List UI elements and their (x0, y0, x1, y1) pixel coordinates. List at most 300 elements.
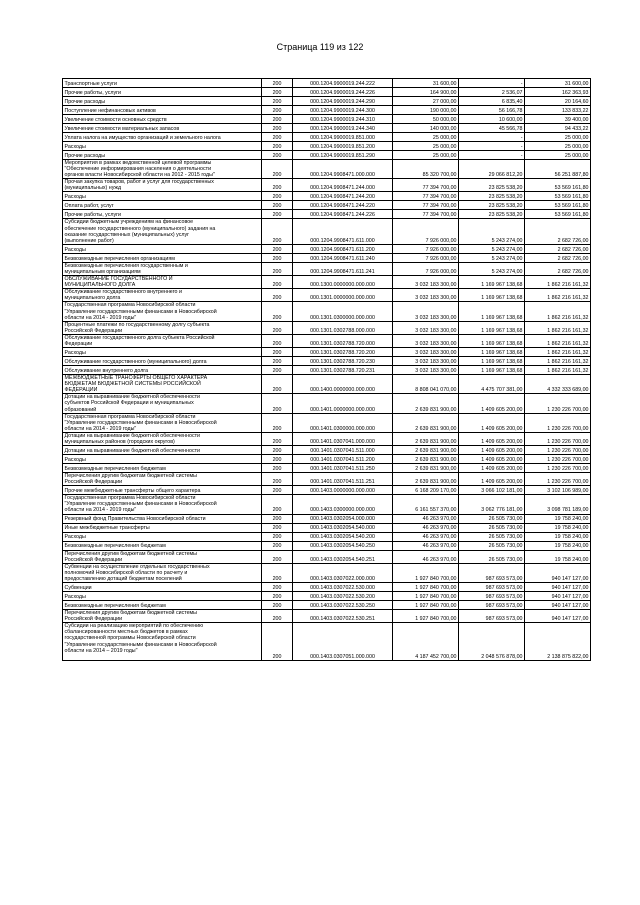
row-approved: 7 926 000,00 (393, 262, 459, 275)
row-executed: - (459, 151, 525, 160)
row-executed: 23 825 538,20 (459, 210, 525, 219)
row-remaining: 1 862 216 161,32 (525, 366, 591, 375)
row-executed: 987 693 573,00 (459, 601, 525, 610)
row-executed: 987 693 573,00 (459, 592, 525, 601)
row-executed: 1 409 605 200,00 (459, 455, 525, 464)
row-executed: 23 825 538,20 (459, 179, 525, 192)
row-code: 200 (262, 610, 293, 623)
row-approved: 1 927 840 700,00 (393, 583, 459, 592)
row-code: 200 (262, 394, 293, 413)
row-executed: 26 505 730,00 (459, 514, 525, 523)
row-remaining: 53 569 161,80 (525, 210, 591, 219)
row-budget-code: 000.1403.0307022.530.250 (293, 601, 393, 610)
row-approved: 7 926 000,00 (393, 244, 459, 253)
table-row (63, 623, 591, 661)
row-executed: 5 243 274,00 (459, 219, 525, 244)
row-executed: 1 169 967 138,68 (459, 334, 525, 347)
row-code: 200 (262, 276, 293, 289)
row-approved: 46 263 970,00 (393, 550, 459, 563)
row-name: Дотации на выравнивание бюджетной обеспеченности муниципальных районов (городских округов) (63, 432, 262, 445)
table-row (63, 375, 591, 394)
row-approved: 2 639 831 900,00 (393, 464, 459, 473)
row-budget-code: 000.1403.0302054.000.000 (293, 514, 393, 523)
row-executed: 26 505 730,00 (459, 532, 525, 541)
row-budget-code: 000.1204.9900019.244.222 (293, 79, 393, 88)
row-name: Дотации на выравнивание бюджетной обеспеченности субъектов Российской Федерации и муниципальных образований (63, 394, 262, 413)
row-name: Резервный фонд Правительства Новосибирской области (63, 514, 262, 523)
row-name: Безвозмездные перечисления бюджетам (63, 601, 262, 610)
row-remaining: 4 332 333 689,00 (525, 375, 591, 394)
row-executed: 1 409 605 200,00 (459, 413, 525, 432)
table-row (63, 366, 591, 375)
row-approved: 46 263 970,00 (393, 532, 459, 541)
row-approved: 190 000,00 (393, 106, 459, 115)
row-approved: 3 032 183 300,00 (393, 289, 459, 302)
row-remaining: 940 147 127,00 (525, 610, 591, 623)
row-executed: 987 693 573,00 (459, 563, 525, 582)
row-budget-code: 000.1401.0307041.511.250 (293, 464, 393, 473)
row-budget-code: 000.1204.9900019.851.000 (293, 133, 393, 142)
table-row (63, 550, 591, 563)
row-executed: 1 169 967 138,68 (459, 321, 525, 334)
row-approved: 46 263 970,00 (393, 523, 459, 532)
row-budget-code: 000.1403.0307022.530.200 (293, 592, 393, 601)
row-budget-code: 000.1403.0307022.530.000 (293, 583, 393, 592)
row-code: 200 (262, 366, 293, 375)
row-executed: 1 409 605 200,00 (459, 464, 525, 473)
row-name: МЕЖБЮДЖЕТНЫЕ ТРАНСФЕРТЫ ОБЩЕГО ХАРАКТЕРА БЮДЖЕТАМ БЮДЖЕТНОЙ СИСТЕМЫ РОССИЙСКОЙ ФЕДЕРАЦИИ (63, 375, 262, 394)
row-executed: 4 475 707 381,00 (459, 375, 525, 394)
row-budget-code: 000.1204.9908471.000.000 (293, 160, 393, 179)
row-approved: 2 639 831 900,00 (393, 394, 459, 413)
row-executed: 26 505 730,00 (459, 541, 525, 550)
row-name: Прочая закупка товаров, работ и услуг для государственных (муниципальных) нужд (63, 179, 262, 192)
row-remaining: 3 102 106 989,00 (525, 486, 591, 495)
row-executed: 1 169 967 138,68 (459, 276, 525, 289)
row-approved: 2 639 831 900,00 (393, 473, 459, 486)
row-name: Обслуживание государственного внутреннего и муниципального долга (63, 289, 262, 302)
row-executed: 5 243 274,00 (459, 262, 525, 275)
row-name: Государственная программа Новосибирской области "Управление государственными финансами в Новосибирской области на 2014 - 2019 годы" (63, 302, 262, 321)
page-header: Страница 119 из 122 (276, 42, 364, 52)
table-row (63, 79, 591, 88)
row-budget-code: 000.1204.9900019.244.226 (293, 88, 393, 97)
table-row (63, 106, 591, 115)
row-remaining: 1 230 226 700,00 (525, 455, 591, 464)
row-code: 200 (262, 106, 293, 115)
table-row (63, 563, 591, 582)
row-budget-code: 000.1301.0302788.720.231 (293, 366, 393, 375)
row-name: Безвозмездные перечисления бюджетам (63, 541, 262, 550)
row-budget-code: 000.1301.0000000.000.000 (293, 289, 393, 302)
row-executed: 6 835,40 (459, 97, 525, 106)
row-code: 200 (262, 160, 293, 179)
row-name: Субвенции на осуществление отдельных государственных полномочий Новосибирской области по расчету и предоставлению дотаций бюджетам поселений (63, 563, 262, 582)
row-remaining: 39 400,00 (525, 115, 591, 124)
row-code: 200 (262, 532, 293, 541)
row-budget-code: 000.1204.9900019.244.340 (293, 124, 393, 133)
row-code: 200 (262, 142, 293, 151)
row-budget-code: 000.1401.0307041.511.251 (293, 473, 393, 486)
table-row (63, 321, 591, 334)
row-name: Обслуживание внутреннего долга (63, 366, 262, 375)
row-executed: 26 505 730,00 (459, 550, 525, 563)
row-code: 200 (262, 253, 293, 262)
row-remaining: 19 758 240,00 (525, 532, 591, 541)
table-row (63, 357, 591, 366)
table-row (63, 334, 591, 347)
row-approved: 164 900,00 (393, 88, 459, 97)
table-row (63, 302, 591, 321)
row-executed: 1 409 605 200,00 (459, 446, 525, 455)
row-executed: 3 062 776 181,00 (459, 495, 525, 514)
row-remaining: 940 147 127,00 (525, 563, 591, 582)
table-row (63, 394, 591, 413)
row-name: Расходы (63, 244, 262, 253)
row-approved: 85 320 700,00 (393, 160, 459, 179)
row-remaining: 1 230 226 700,00 (525, 413, 591, 432)
row-executed: - (459, 133, 525, 142)
row-approved: 8 808 041 070,00 (393, 375, 459, 394)
row-budget-code: 000.1401.0307041.000.000 (293, 432, 393, 445)
row-code: 200 (262, 495, 293, 514)
row-name: Перечисления другим бюджетам бюджетной системы Российской Федерации (63, 610, 262, 623)
row-approved: 2 639 831 900,00 (393, 455, 459, 464)
row-executed: 1 169 967 138,68 (459, 289, 525, 302)
row-remaining: 19 758 240,00 (525, 523, 591, 532)
row-name: Расходы (63, 592, 262, 601)
table-row (63, 495, 591, 514)
row-name: Расходы (63, 142, 262, 151)
row-budget-code: 000.1301.0300000.000.000 (293, 302, 393, 321)
row-budget-code: 000.1204.9900019.851.290 (293, 151, 393, 160)
row-name: Перечисления другим бюджетам бюджетной системы Российской Федерации (63, 473, 262, 486)
row-remaining: 2 682 726,00 (525, 262, 591, 275)
row-budget-code: 000.1204.9900019.851.200 (293, 142, 393, 151)
row-approved: 1 927 840 700,00 (393, 563, 459, 582)
row-approved: 50 000,00 (393, 115, 459, 124)
row-approved: 1 927 840 700,00 (393, 601, 459, 610)
row-executed: 1 169 967 138,68 (459, 302, 525, 321)
row-approved: 25 000,00 (393, 142, 459, 151)
row-remaining: 2 682 726,00 (525, 253, 591, 262)
row-budget-code: 000.1301.0302788.000.000 (293, 321, 393, 334)
row-approved: 2 639 831 900,00 (393, 446, 459, 455)
table-row (63, 583, 591, 592)
table-row (63, 541, 591, 550)
table-row (63, 276, 591, 289)
row-code: 200 (262, 192, 293, 201)
row-code: 200 (262, 432, 293, 445)
row-code: 200 (262, 88, 293, 97)
row-approved: 4 187 452 700,00 (393, 623, 459, 661)
row-remaining: 2 682 726,00 (525, 219, 591, 244)
row-budget-code: 000.1403.0307022.530.251 (293, 610, 393, 623)
row-name: Обслуживание государственного долга субъекта Российской Федерации (63, 334, 262, 347)
row-approved: 31 600,00 (393, 79, 459, 88)
table-row (63, 532, 591, 541)
row-executed: 45 566,78 (459, 124, 525, 133)
row-budget-code: 000.1401.0300000.000.000 (293, 413, 393, 432)
row-remaining: 25 000,00 (525, 142, 591, 151)
table-row (63, 160, 591, 179)
row-code: 200 (262, 413, 293, 432)
table-row (63, 473, 591, 486)
row-executed: 10 600,00 (459, 115, 525, 124)
row-name: Безвозмездные перечисления организациям (63, 253, 262, 262)
row-remaining: 56 251 887,80 (525, 160, 591, 179)
row-approved: 7 926 000,00 (393, 253, 459, 262)
row-remaining: 20 164,60 (525, 97, 591, 106)
row-name: Оплата работ, услуг (63, 201, 262, 210)
row-executed: 1 169 967 138,68 (459, 366, 525, 375)
table-row (63, 151, 591, 160)
table-row (63, 592, 591, 601)
row-remaining: 53 569 161,80 (525, 179, 591, 192)
row-name: Прочие расходы (63, 97, 262, 106)
row-approved: 77 394 700,00 (393, 210, 459, 219)
row-remaining: 1 862 216 161,32 (525, 357, 591, 366)
row-budget-code: 000.1403.0302054.540.250 (293, 541, 393, 550)
row-budget-code: 000.1401.0307041.511.000 (293, 446, 393, 455)
row-name: Государственная программа Новосибирской области "Управление государственными финансами в Новосибирской области на 2014 - 2019 годы" (63, 495, 262, 514)
table-row (63, 115, 591, 124)
table-row (63, 514, 591, 523)
row-code: 200 (262, 550, 293, 563)
table-row (63, 262, 591, 275)
table-row (63, 133, 591, 142)
row-code: 200 (262, 601, 293, 610)
row-executed: 23 825 538,20 (459, 201, 525, 210)
row-executed: - (459, 142, 525, 151)
row-budget-code: 000.1403.0307051.000.000 (293, 623, 393, 661)
row-remaining: 19 758 240,00 (525, 514, 591, 523)
row-budget-code: 000.1300.0000000.000.000 (293, 276, 393, 289)
row-approved: 1 927 840 700,00 (393, 610, 459, 623)
row-approved: 6 161 557 370,00 (393, 495, 459, 514)
row-code: 200 (262, 210, 293, 219)
row-code: 200 (262, 79, 293, 88)
row-code: 200 (262, 133, 293, 142)
row-approved: 140 000,00 (393, 124, 459, 133)
row-budget-code: 000.1204.9908471.611.000 (293, 219, 393, 244)
row-budget-code: 000.1204.9908471.611.240 (293, 253, 393, 262)
row-name: Процентные платежи по государственному долгу субъекта Российской Федерации (63, 321, 262, 334)
row-remaining: 1 230 226 700,00 (525, 473, 591, 486)
row-budget-code: 000.1204.9908471.611.200 (293, 244, 393, 253)
row-name: Уплата налога на имущество организаций и земельного налога (63, 133, 262, 142)
row-code: 200 (262, 124, 293, 133)
table-row (63, 348, 591, 357)
row-code: 200 (262, 592, 293, 601)
row-executed: 1 409 605 200,00 (459, 432, 525, 445)
row-executed: 26 505 730,00 (459, 523, 525, 532)
row-remaining: 25 000,00 (525, 133, 591, 142)
row-code: 200 (262, 201, 293, 210)
row-budget-code: 000.1301.0302788.720.230 (293, 357, 393, 366)
row-budget-code: 000.1204.9908471.244.220 (293, 201, 393, 210)
row-budget-code: 000.1204.9900019.244.300 (293, 106, 393, 115)
table-row (63, 219, 591, 244)
row-code: 200 (262, 179, 293, 192)
row-code: 200 (262, 583, 293, 592)
table-row (63, 201, 591, 210)
row-code: 200 (262, 334, 293, 347)
row-code: 200 (262, 97, 293, 106)
row-executed: 2 536,07 (459, 88, 525, 97)
row-code: 200 (262, 473, 293, 486)
row-code: 200 (262, 357, 293, 366)
row-remaining: 53 569 161,80 (525, 192, 591, 201)
table-row (63, 124, 591, 133)
row-approved: 3 032 183 300,00 (393, 334, 459, 347)
table-row (63, 179, 591, 192)
row-code: 200 (262, 115, 293, 124)
row-name: Перечисления другим бюджетам бюджетной системы Российской Федерации (63, 550, 262, 563)
row-code: 200 (262, 563, 293, 582)
row-remaining: 162 363,93 (525, 88, 591, 97)
row-remaining: 1 230 226 700,00 (525, 394, 591, 413)
row-budget-code: 000.1403.0000000.000.000 (293, 486, 393, 495)
row-approved: 77 394 700,00 (393, 179, 459, 192)
row-name: Расходы (63, 532, 262, 541)
row-approved: 46 263 970,00 (393, 541, 459, 550)
row-name: Поступление нефинансовых активов (63, 106, 262, 115)
row-executed: - (459, 79, 525, 88)
row-executed: 23 825 538,20 (459, 192, 525, 201)
row-code: 200 (262, 219, 293, 244)
row-budget-code: 000.1204.9908471.244.226 (293, 210, 393, 219)
row-approved: 46 263 970,00 (393, 514, 459, 523)
row-code: 200 (262, 623, 293, 661)
row-budget-code: 000.1204.9900019.244.290 (293, 97, 393, 106)
row-name: Субсидии на реализацию мероприятий по обеспечению сбалансированности местных бюджетов в рамках государственной программы Новосибирской области "Управление государственными финансами в Новосибирской области на 2014 – 2019 годы" (63, 623, 262, 661)
row-executed: 3 066 102 181,00 (459, 486, 525, 495)
table-row (63, 610, 591, 623)
row-code: 200 (262, 302, 293, 321)
row-remaining: 31 600,00 (525, 79, 591, 88)
row-code: 200 (262, 348, 293, 357)
row-remaining: 1 862 216 161,32 (525, 348, 591, 357)
table-row (63, 432, 591, 445)
row-code: 200 (262, 446, 293, 455)
row-executed: 5 243 274,00 (459, 253, 525, 262)
row-code: 200 (262, 262, 293, 275)
row-budget-code: 000.1403.0302054.540.251 (293, 550, 393, 563)
row-name: Транспортные услуги (63, 79, 262, 88)
row-remaining: 133 833,22 (525, 106, 591, 115)
row-code: 200 (262, 486, 293, 495)
table-row (63, 142, 591, 151)
row-approved: 2 639 831 900,00 (393, 432, 459, 445)
row-remaining: 1 862 216 161,32 (525, 289, 591, 302)
table-row (63, 289, 591, 302)
row-approved: 3 032 183 300,00 (393, 357, 459, 366)
row-remaining: 1 862 216 161,32 (525, 302, 591, 321)
row-code: 200 (262, 541, 293, 550)
row-remaining: 3 098 781 189,00 (525, 495, 591, 514)
row-name: Прочие межбюджетные трансферты общего характера (63, 486, 262, 495)
row-code: 200 (262, 514, 293, 523)
row-name: Прочие работы, услуги (63, 88, 262, 97)
budget-table (62, 78, 591, 661)
row-executed: 2 048 576 878,00 (459, 623, 525, 661)
row-budget-code: 000.1401.0000000.000.000 (293, 394, 393, 413)
row-code: 200 (262, 375, 293, 394)
row-name: Субвенции (63, 583, 262, 592)
table-row (63, 413, 591, 432)
row-executed: 5 243 274,00 (459, 244, 525, 253)
row-code: 200 (262, 455, 293, 464)
row-name: Государственная программа Новосибирской области "Управление государственными финансами в Новосибирской области на 2014 - 2019 годы" (63, 413, 262, 432)
table-row (63, 253, 591, 262)
table-row (63, 486, 591, 495)
row-remaining: 19 758 240,00 (525, 541, 591, 550)
table-row (63, 192, 591, 201)
row-approved: 77 394 700,00 (393, 192, 459, 201)
row-code: 200 (262, 151, 293, 160)
row-remaining: 1 230 226 700,00 (525, 464, 591, 473)
row-name: Увеличение стоимости основных средств (63, 115, 262, 124)
row-name: Расходы (63, 348, 262, 357)
table-row (63, 601, 591, 610)
row-code: 200 (262, 244, 293, 253)
row-approved: 7 926 000,00 (393, 219, 459, 244)
table-row (63, 88, 591, 97)
row-approved: 1 927 840 700,00 (393, 592, 459, 601)
row-executed: 987 693 573,00 (459, 610, 525, 623)
row-remaining: 1 230 226 700,00 (525, 432, 591, 445)
row-name: Субсидии бюджетным учреждениям на финансовое обеспечение государственного (муниципального) задания на оказание государственных (муниципальных) услуг (выполнение работ) (63, 219, 262, 244)
row-approved: 6 168 209 170,00 (393, 486, 459, 495)
row-budget-code: 000.1204.9900019.244.310 (293, 115, 393, 124)
row-name: Увеличение стоимости материальных запасов (63, 124, 262, 133)
row-approved: 25 000,00 (393, 151, 459, 160)
row-remaining: 1 862 216 161,32 (525, 334, 591, 347)
row-budget-code: 000.1403.0300000.000.000 (293, 495, 393, 514)
row-executed: 29 066 812,20 (459, 160, 525, 179)
row-budget-code: 000.1400.0000000.000.000 (293, 375, 393, 394)
table-row (63, 97, 591, 106)
row-remaining: 2 682 726,00 (525, 244, 591, 253)
row-budget-code: 000.1401.0307041.511.200 (293, 455, 393, 464)
row-budget-code: 000.1301.0302788.720.200 (293, 348, 393, 357)
row-executed: 1 409 605 200,00 (459, 473, 525, 486)
row-remaining: 25 000,00 (525, 151, 591, 160)
row-name: Прочие расходы (63, 151, 262, 160)
row-approved: 27 000,00 (393, 97, 459, 106)
row-name: Прочие работы, услуги (63, 210, 262, 219)
row-remaining: 53 569 161,80 (525, 201, 591, 210)
row-approved: 77 394 700,00 (393, 201, 459, 210)
row-executed: 987 693 573,00 (459, 583, 525, 592)
row-name: Расходы (63, 192, 262, 201)
table-row (63, 455, 591, 464)
row-approved: 3 032 183 300,00 (393, 302, 459, 321)
row-name: Иные межбюджетные трансферты (63, 523, 262, 532)
row-budget-code: 000.1403.0302054.540.000 (293, 523, 393, 532)
row-remaining: 940 147 127,00 (525, 583, 591, 592)
row-name: ОБСЛУЖИВАНИЕ ГОСУДАРСТВЕННОГО И МУНИЦИПАЛЬНОГО ДОЛГА (63, 276, 262, 289)
row-executed: 1 409 605 200,00 (459, 394, 525, 413)
row-code: 200 (262, 321, 293, 334)
row-approved: 3 032 183 300,00 (393, 321, 459, 334)
row-remaining: 19 758 240,00 (525, 550, 591, 563)
row-budget-code: 000.1204.9908471.244.200 (293, 192, 393, 201)
table-row (63, 464, 591, 473)
row-remaining: 1 862 216 161,32 (525, 321, 591, 334)
row-name: Безвозмездные перечисления бюджетам (63, 464, 262, 473)
